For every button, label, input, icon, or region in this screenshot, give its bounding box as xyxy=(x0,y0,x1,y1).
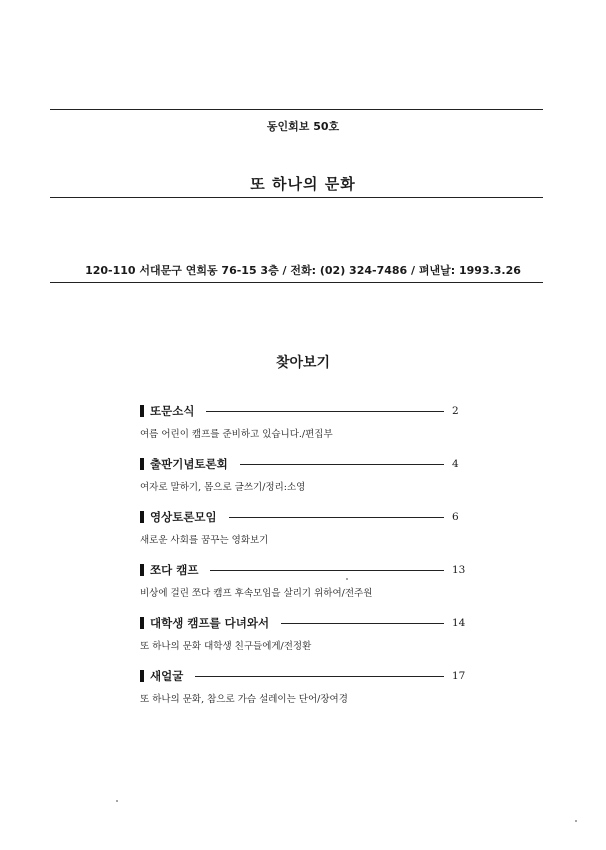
toc-section-title: 쪼다 캠프 xyxy=(150,563,199,577)
newsletter-title: 또 하나의 문화 xyxy=(250,175,356,193)
toc-entry xyxy=(140,667,470,720)
toc-title: 찾아보기 xyxy=(275,355,331,371)
leader-line xyxy=(195,676,444,677)
top-rule xyxy=(50,109,543,110)
toc-page-number: 13 xyxy=(452,564,466,576)
bullet-marker-icon xyxy=(140,458,144,470)
scan-speck xyxy=(575,820,577,822)
toc-entry xyxy=(140,455,470,508)
toc-entry xyxy=(140,402,470,455)
issue-number: 동인회보 50호 xyxy=(266,120,340,133)
bullet-marker-icon xyxy=(140,511,144,523)
bullet-marker-icon xyxy=(140,564,144,576)
leader-line xyxy=(210,570,444,571)
leader-line xyxy=(281,623,444,624)
toc-entry xyxy=(140,614,470,667)
toc-section-title: 새얼굴 xyxy=(150,669,184,683)
toc-subtitle: 비상에 걸린 쪼다 캠프 후속모임을 살리기 위하여/전주원 xyxy=(140,588,373,599)
toc-page-number: 17 xyxy=(452,670,466,682)
toc-subtitle: 여름 어린이 캠프를 준비하고 있습니다./편집부 xyxy=(140,429,333,440)
address-line: 120-110 서대문구 연희동 76-15 3층 / 전화: (02) 324-7486 / 펴낸날: 1993.3.26 xyxy=(85,264,521,277)
bullet-marker-icon xyxy=(140,617,144,629)
toc-subtitle: 또 하나의 문화 대학생 친구들에게/전정환 xyxy=(140,641,312,652)
toc-page-number: 14 xyxy=(452,617,466,629)
toc-entry xyxy=(140,508,470,561)
table-of-contents xyxy=(140,402,470,720)
bullet-marker-icon xyxy=(140,670,144,682)
toc-section-title: 출판기념토론회 xyxy=(150,457,228,471)
scan-speck xyxy=(116,800,118,802)
title-rule xyxy=(50,197,543,198)
scan-speck xyxy=(346,578,348,580)
toc-subtitle: 또 하나의 문화, 참으로 가슴 설레이는 단어/장여경 xyxy=(140,694,348,705)
toc-subtitle: 여자로 말하기, 몸으로 글쓰기/정리:소영 xyxy=(140,482,306,493)
toc-section-title: 대학생 캠프를 다녀와서 xyxy=(150,616,270,630)
address-rule xyxy=(50,282,543,283)
toc-subtitle: 새로운 사회를 꿈꾸는 영화보기 xyxy=(140,535,269,546)
bullet-marker-icon xyxy=(140,405,144,417)
leader-line xyxy=(206,411,444,412)
toc-page-number: 2 xyxy=(452,405,459,417)
toc-entry xyxy=(140,561,470,614)
leader-line xyxy=(240,464,444,465)
toc-section-title: 또문소식 xyxy=(150,404,195,418)
toc-page-number: 6 xyxy=(452,511,459,523)
leader-line xyxy=(229,517,444,518)
toc-section-title: 영상토론모임 xyxy=(150,510,217,524)
toc-page-number: 4 xyxy=(452,458,459,470)
